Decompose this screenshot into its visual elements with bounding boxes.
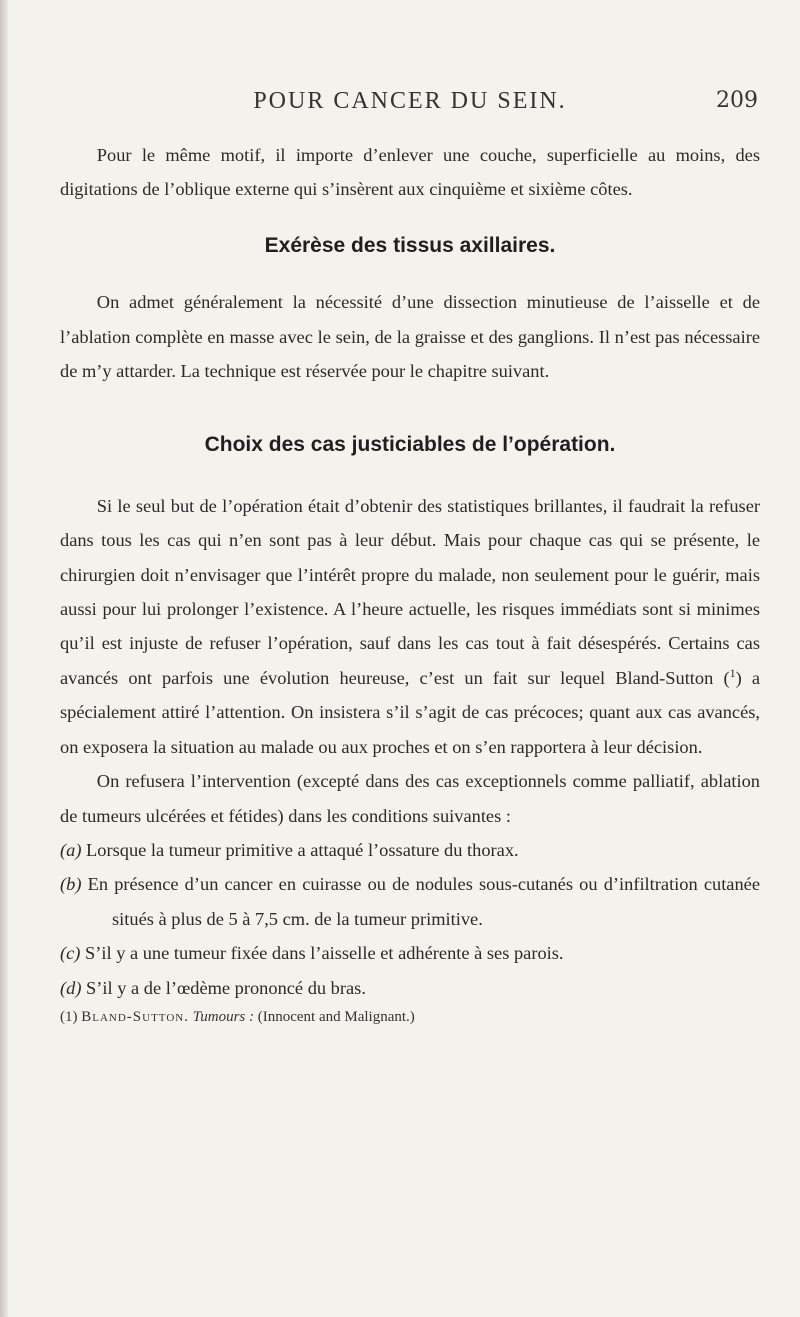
list-item	[60, 971, 760, 1005]
paragraph-choice-text-a: Si le seul but de l’opération était d’obtenir des statistiques brillantes, il faudrait la refuser dans tous les cas qui n’en sont pas à leur début. Mais pour chaque cas qui se présente, le chirurgien doit n’envisager que l’intérêt propre du malade, non seulement pour le guérir, mais aussi pour lui prolonger l’existence. A l’heure actuelle, les risques immédiats sont si minimes qu’il est injuste de refuser l’opération, sauf dans les cas tout à fait désespérés. Certains cas avancés ont parfois une évolution heureuse, c’est un fait sur lequel Bland-Sutton (	[60, 495, 760, 688]
footnote-title: Tumours :	[192, 1008, 254, 1025]
page-number: 209	[716, 88, 758, 113]
page-body	[60, 138, 760, 1029]
paragraph-refusal: On refusera l’intervention (excepté dans des cas exceptionnels comme palliatif, ablation de tumeurs ulcérées et fétides) dans les conditions suivantes :	[60, 771, 760, 826]
footnote-reference: 1	[729, 665, 736, 680]
list-item-label: (b)	[60, 874, 82, 895]
paragraph-choice-text-b: ) a spécialement attiré l’attention. On insistera s’il s’agit de cas précoces; quant aux cas avancés, on exposera la situation au malade ou aux proches et on s’en rapportera à leur décision.	[60, 667, 760, 757]
list-item-text: En présence d’un cancer en cuirasse ou de nodules sous-cutanés ou d’infiltration cutanée situés à plus de 5 à 7,5 cm. de la tumeur primitive.	[81, 874, 760, 929]
footnote-number: (1)	[60, 1008, 78, 1025]
section-heading-exerese: Exérèse des tissus axillaires.	[264, 233, 556, 257]
footnote-rest: (Innocent and Malignant.)	[257, 1008, 415, 1025]
list-item-label: (c)	[60, 943, 81, 964]
footnote-author: Bland-Sutton.	[81, 1008, 189, 1025]
paragraph-axillary: On admet généralement la nécessité d’une dissection minutieuse de l’aisselle et de l’ablation complète en masse avec le sein, de la graisse et des ganglions. Il n’est pas nécessaire de m’y attarder. La technique est réservée pour le chapitre suivant.	[60, 292, 760, 382]
running-title: POUR CANCER DU SEIN.	[253, 88, 567, 114]
page-binding-edge	[0, 0, 8, 1317]
list-item-text: Lorsque la tumeur primitive a attaqué l’ossature du thorax.	[81, 839, 519, 860]
list-item-text: S’il y a de l’œdème prononcé du bras.	[81, 977, 366, 998]
list-item-label: (a)	[60, 839, 82, 860]
paragraph-choice	[60, 489, 760, 764]
page-header	[60, 88, 760, 128]
list-item	[60, 833, 760, 867]
paragraph-intro: Pour le même motif, il importe d’enlever une couche, superficielle au moins, des digitations de l’oblique externe qui s’insèrent aux cinquième et sixième côtes.	[60, 145, 760, 200]
list-item	[60, 936, 760, 970]
footnote	[60, 1005, 760, 1029]
list-item	[60, 867, 760, 936]
list-item-text: S’il y a une tumeur fixée dans l’aisselle et adhérente à ses parois.	[80, 943, 564, 964]
section-heading-choix: Choix des cas justiciables de l’opération.	[204, 433, 616, 457]
list-item-label: (d)	[60, 977, 82, 998]
